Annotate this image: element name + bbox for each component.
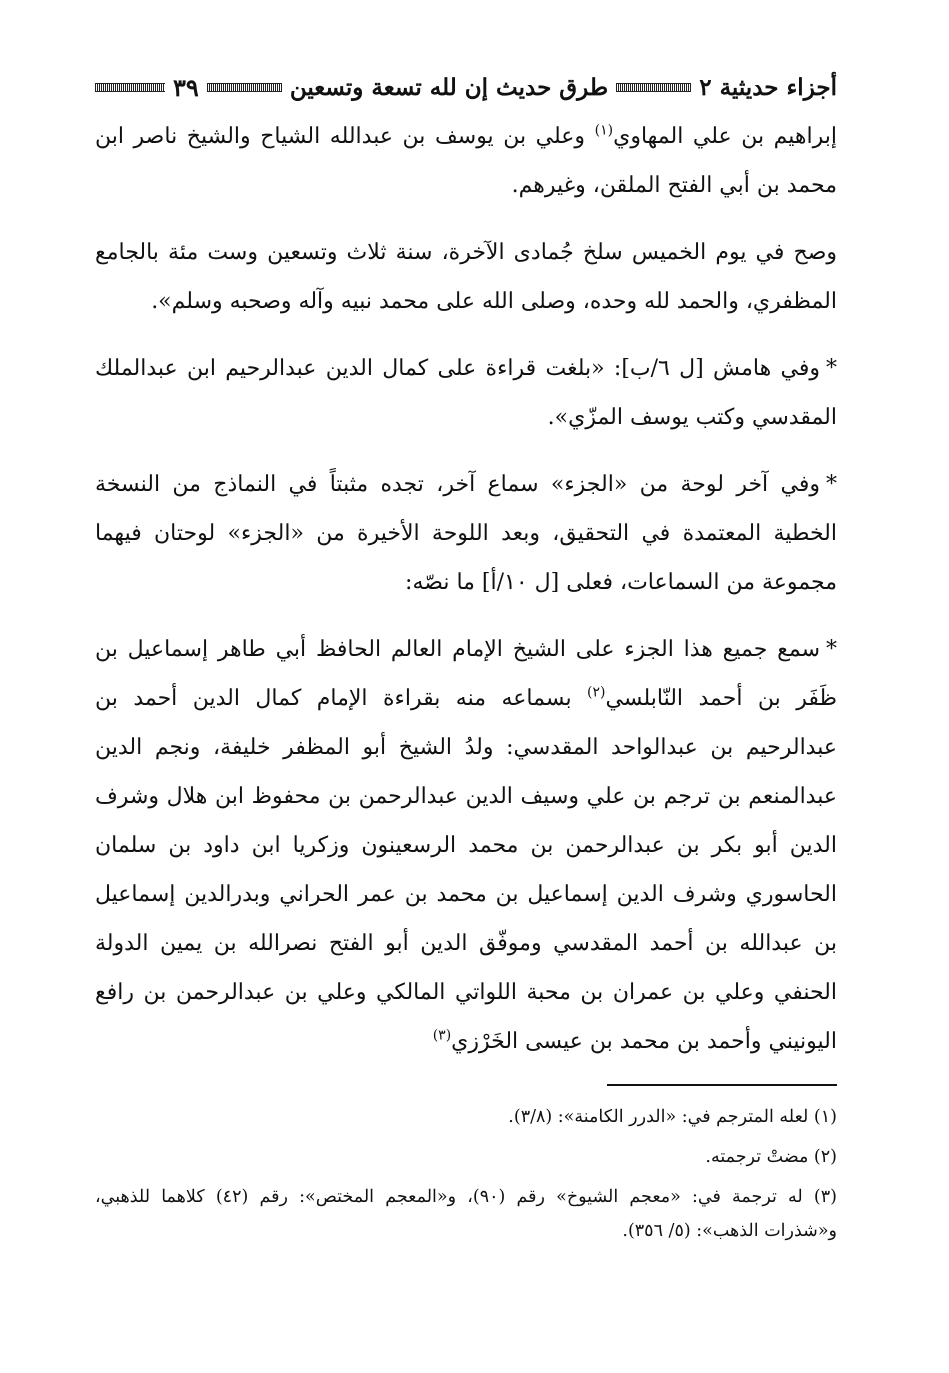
footnote: (٣) له ترجمة في: «معجم الشيوخ» رقم (٩٠)، و«المعجم المختص»: رقم (٤٢) كلاهما للذهبي، و«شذرات الذهب»: (٥/ ٣٥٦). xyxy=(95,1187,837,1241)
paragraph xyxy=(95,112,837,210)
main-text xyxy=(95,112,837,1066)
footnote-separator xyxy=(607,1084,837,1086)
footnote: (١) لعله المترجم في: «الدرر الكامنة»: (٣/٨). xyxy=(508,1107,837,1127)
asterisk-bullet: * xyxy=(826,472,837,497)
footnote-marker: (١) xyxy=(594,122,614,139)
header-ornament-rule xyxy=(95,83,165,92)
asterisk-bullet: * xyxy=(826,356,837,381)
header-ornament-rule xyxy=(207,83,282,92)
text-run: وفي آخر لوحة من «الجزء» سماع آخر، تجده مثبتاً في النماذج من النسخة الخطية المعتمدة في التحقيق، وبعد اللوحة الأخيرة من «الجزء» لوحتان فيهما مجموعة من السماعات، فعلى [ل ١٠/أ] ما نصّه: xyxy=(95,472,837,595)
footnote-marker: (٣) xyxy=(432,1027,452,1044)
text-run: بسماعه منه بقراءة الإمام كمال الدين أحمد بن عبدالرحيم بن عبدالواحد المقدسي: ولدُ الشيخ أبو المظفر خليفة، ونجم الدين عبدالمنعم بن ترجم بن علي وسيف الدين عبدالرحمن بن محفوظ ابن هلال وشرف الدين أبو بكر بن عبدالرحمن بن محمد الرسعينون وزكريا ابن داود بن سلمان الحاسوري وشرف الدين إسماعيل بن محمد بن عمر الحراني وبدرالدين إسماعيل بن عبدالله بن أحمد المقدسي وموفّق الدين أبو الفتح نصرالله بن يمين الدولة الحنفي وعلي بن عمران بن محبة اللواتي المالكي وعلي بن عبدالرحمن بن رافع اليونيني وأحمد بن محمد بن عيسى الخَرْزي xyxy=(95,686,837,1054)
paragraph: وصح في يوم الخميس سلخ جُمادى الآخرة، سنة ثلاث وتسعين وست مئة بالجامع المظفري، والحمد لله وحده، وصلى الله على محمد نبيه وآله وصحبه وسلم». xyxy=(95,240,837,314)
text-run: سمع جميع هذا الجزء على الشيخ الإمام العالم الحافظ أبي طاهر إسماعيل بن ظَفَر بن أحمد النّابلسي xyxy=(95,637,838,711)
text-run: وعلي بن يوسف بن عبدالله الشياح والشيخ ناصر ابن محمد بن أبي الفتح الملقن، وغيرهم. xyxy=(95,124,837,198)
page-number: ٣٩ xyxy=(173,72,199,102)
footnote-marker: (٢) xyxy=(587,684,606,701)
book-title: أجزاء حديثية ٢ xyxy=(699,73,837,101)
text-run: إبراهيم بن علي المهاوي xyxy=(613,124,837,149)
section-title: طرق حديث إن لله تسعة وتسعين xyxy=(289,73,609,101)
paragraph xyxy=(95,625,837,1066)
running-header xyxy=(95,62,837,112)
footnotes xyxy=(95,1100,837,1248)
header-ornament-rule xyxy=(616,83,691,92)
page xyxy=(95,62,837,1248)
paragraph xyxy=(95,460,837,607)
paragraph xyxy=(95,344,837,442)
footnote: (٢) مضتْ ترجمته. xyxy=(705,1147,837,1167)
asterisk-bullet: * xyxy=(826,637,837,662)
text-run: وفي هامش [ل ٦/ب]: «بلغت قراءة على كمال الدين عبدالرحيم ابن عبدالملك المقدسي وكتب يوسف المزّي». xyxy=(95,356,837,430)
